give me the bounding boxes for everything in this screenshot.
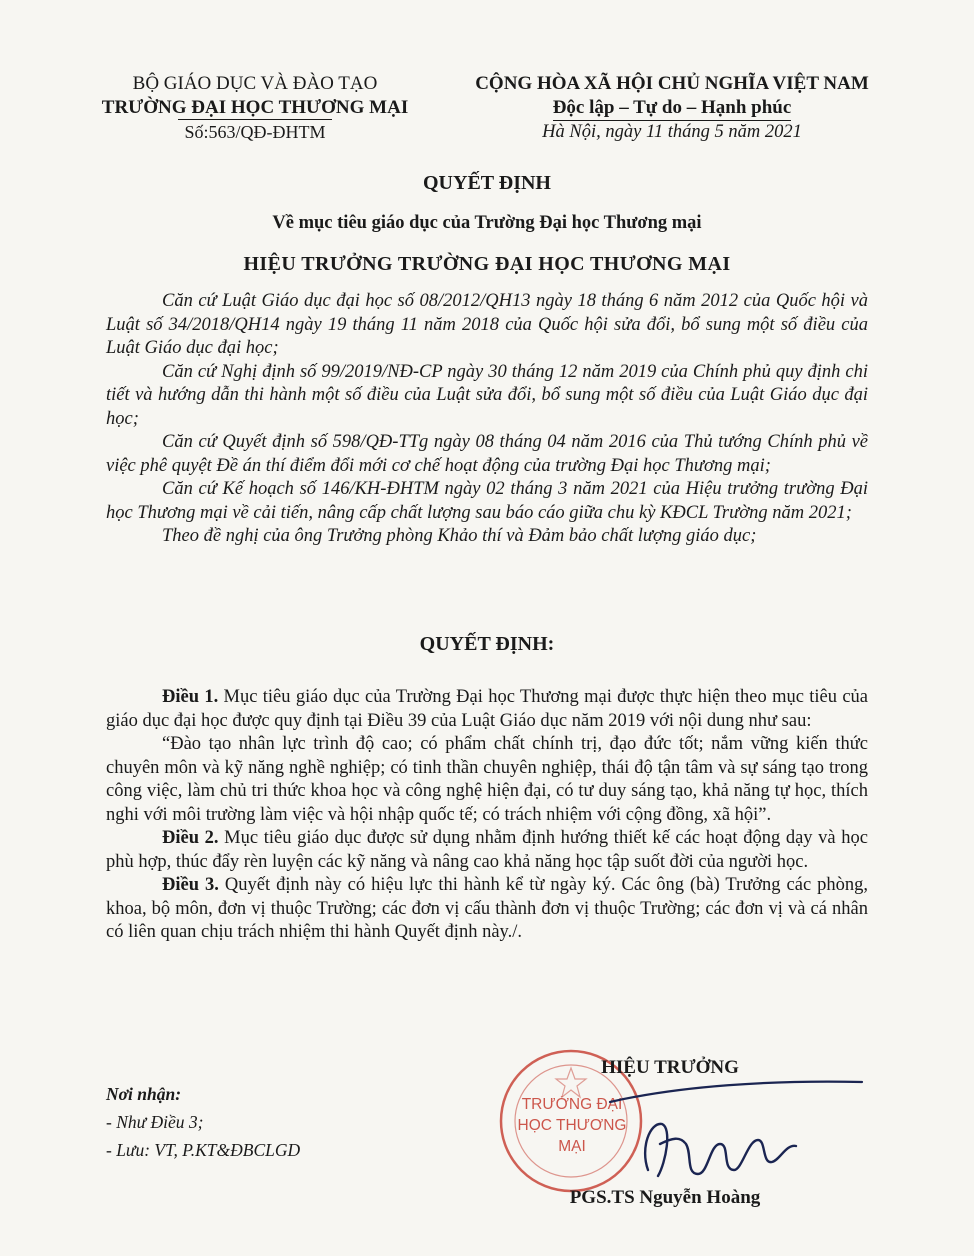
article-2-text: Mục tiêu giáo dục được sử dụng nhằm định hướng thiết kế các hoạt động dạy và học phù hợp, thúc đẩy rèn luyện các kỹ năng và nâng cao khả năng học tập suốt đời của người học. xyxy=(106,828,868,872)
left-header xyxy=(90,72,420,146)
basis-paragraph: Căn cứ Kế hoạch số 146/KH-ĐHTM ngày 02 tháng 3 năm 2021 của Hiệu trưởng trường Đại học Thương mại về cải tiến, nâng cấp chất lượng sau báo cáo giữa chu kỳ KĐCL Trường năm 2021; xyxy=(106,479,868,523)
right-header xyxy=(450,72,894,144)
basis-paragraph: Căn cứ Luật Giáo dục đại học số 08/2012/QH13 ngày 18 tháng 6 năm 2012 của Quốc hội và Luật số 34/2018/QH14 ngày 19 tháng 11 năm 2018 của Quốc hội sửa đổi, bổ sung một số điều của Luật Giáo dục đại học; xyxy=(106,291,868,358)
university-name: TRƯỜNG ĐẠI HỌC THƯƠNG MẠI xyxy=(101,96,409,118)
signer-name: PGS.TS Nguyễn Hoàng xyxy=(569,1187,761,1208)
article-3-label: Điều 3. xyxy=(162,875,219,895)
recipients-label: Nơi nhận: xyxy=(106,1084,182,1104)
document-title: QUYẾT ĐỊNH xyxy=(423,172,551,194)
doc-number: Số:563/QĐ-ĐHTM xyxy=(178,119,331,144)
article-1 xyxy=(106,686,868,733)
articles xyxy=(106,686,868,945)
recipient-item: - Lưu: VT, P.KT&ĐBCLGD xyxy=(106,1140,301,1160)
place-date: Hà Nội, ngày 11 tháng 5 năm 2021 xyxy=(542,121,802,142)
article-1-text: Mục tiêu giáo dục của Trường Đại học Thương mại được thực hiện theo mục tiêu của giáo dục đại học được quy định tại Điều 39 của Luật Giáo dục năm 2019 với nội dung như sau: xyxy=(106,687,868,731)
article-2-label: Điều 2. xyxy=(162,828,219,848)
article-2 xyxy=(106,827,868,874)
seal-text: TRƯỜNG ĐẠI HỌC THƯƠNG MẠI xyxy=(517,1096,627,1155)
article-3-text: Quyết định này có hiệu lực thi hành kể từ ngày ký. Các ông (bà) Trưởng các phòng, khoa, bộ môn, đơn vị thuộc Trường; các đơn vị cấu thành đơn vị thuộc Trường; các đơn vị và cá nhân có liên quan chịu trách nhiệm thi hành Quyết định này./. xyxy=(106,875,869,942)
document-subject: Về mục tiêu giáo dục của Trường Đại học Thương mại xyxy=(272,213,702,233)
signer-title: HIỆU TRƯỞNG xyxy=(601,1057,739,1078)
ministry-name: BỘ GIÁO DỤC VÀ ĐÀO TẠO xyxy=(132,73,378,94)
motto: Độc lập – Tự do – Hạnh phúc xyxy=(553,96,792,121)
decision-heading: QUYẾT ĐỊNH: xyxy=(419,633,555,655)
handwritten-signature xyxy=(600,1078,870,1188)
recipient-item: - Như Điều 3; xyxy=(106,1112,204,1132)
article-3 xyxy=(106,874,868,945)
basis-paragraph: Căn cứ Nghị định số 99/2019/NĐ-CP ngày 30 tháng 12 năm 2019 của Chính phủ quy định chi tiết và hướng dẫn thi hành một số điều của Luật sửa đổi, bổ sung một số điều của Luật Giáo dục đại học; xyxy=(106,361,868,429)
country-name: CỘNG HÒA XÃ HỘI CHỦ NGHĨA VIỆT NAM xyxy=(475,73,869,94)
authority-title: HIỆU TRƯỞNG TRƯỜNG ĐẠI HỌC THƯƠNG MẠI xyxy=(243,253,731,275)
article-1-quote: “Đào tạo nhân lực trình độ cao; có phẩm chất chính trị, đạo đức tốt; nắm vững kiến thức chuyên môn và kỹ năng nghề nghiệp; có tinh thần chuyên nghiệp, thái độ tận tâm và sự sáng tạo trong công việc, làm chủ tri thức khoa học và công nghệ hiện đại, có tư duy sáng tạo, khả năng tự học, thích nghi với môi trường làm việc và hội nhập quốc tế; có trách nhiệm với cộng đồng, xã hội”. xyxy=(106,734,868,825)
basis-paragraph: Theo đề nghị của ông Trưởng phòng Khảo thí và Đảm bảo chất lượng giáo dục; xyxy=(162,526,757,546)
basis-paragraph: Căn cứ Quyết định số 598/QĐ-TTg ngày 08 tháng 04 năm 2016 của Thủ tướng Chính phủ về việc phê quyệt Đề án thí điểm đổi mới cơ chế hoạt động của trường Đại học Thương mại; xyxy=(106,432,868,476)
recipients xyxy=(106,1080,300,1164)
article-1-label: Điều 1. xyxy=(162,687,219,707)
legal-bases xyxy=(106,290,868,549)
